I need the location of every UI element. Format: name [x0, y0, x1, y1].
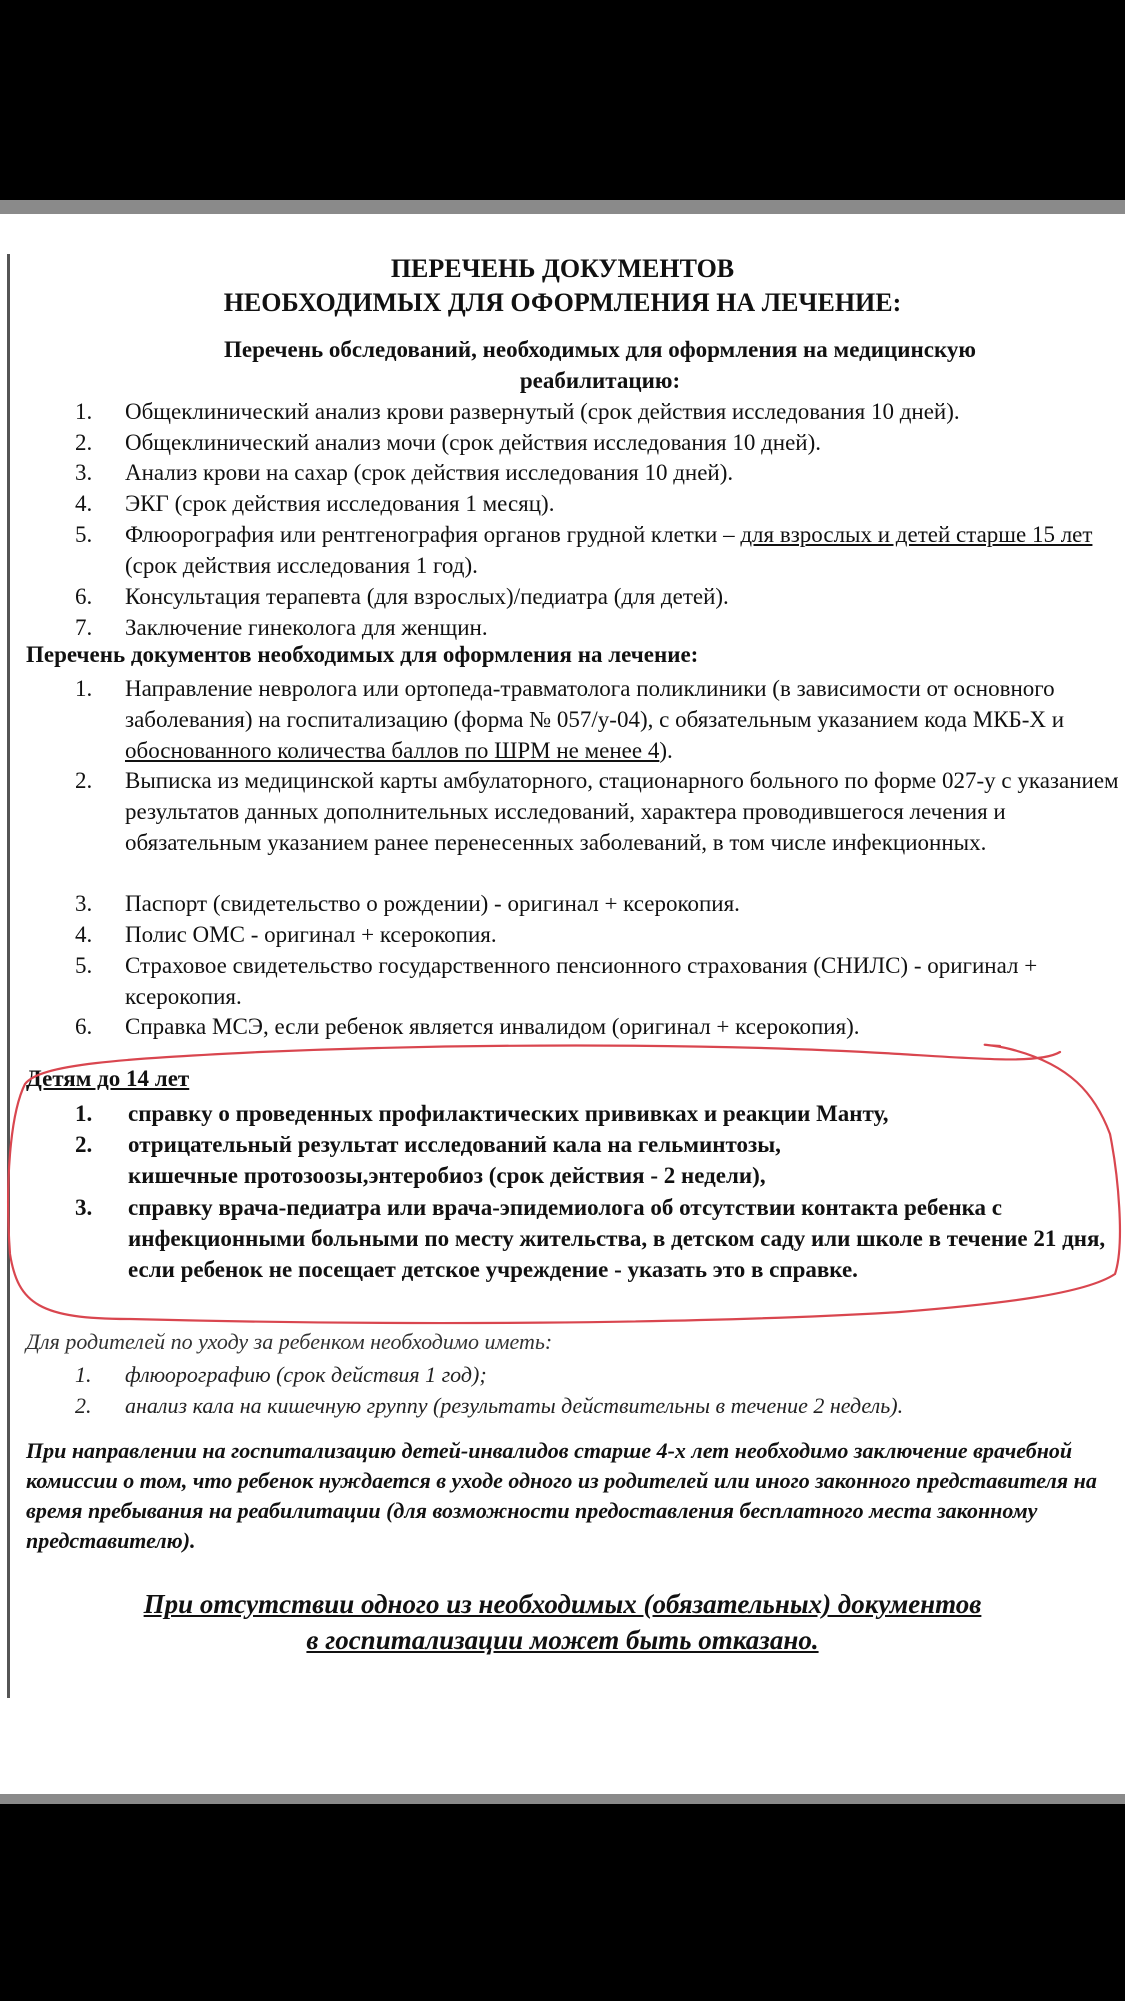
docs-heading: Перечень документов необходимых для оформления на лечение:	[26, 642, 699, 667]
kids-num: 3.	[75, 1195, 93, 1220]
kids-text: справку врача-педиатра или врача-эпидемиолога об отсутствии контакта ребенка с инфекционными больными по месту жительства, в детском саду или школе в течение 21 дня, если ребенок не посещает детское учреждение - указать это в справке.	[128, 1195, 1106, 1282]
doc-num: 2.	[75, 768, 93, 793]
exam-num: 3.	[75, 460, 93, 485]
document-page[interactable]	[0, 214, 1125, 1794]
exam-num: 1.	[75, 399, 93, 424]
exam-text: Общеклинический анализ крови развернутый (срок действия исследования 10 дней).	[125, 399, 960, 424]
doc-text: Страховое свидетельство государственного пенсионного страхования (СНИЛС) - оригинал + ксерокопия.	[125, 953, 1038, 1009]
exams-heading-line1: Перечень обследований, необходимых для оформления на медицинскую	[224, 337, 976, 362]
exam-text: Общеклинический анализ мочи (срок действия исследования 10 дней).	[125, 430, 822, 455]
exam-num: 5.	[75, 522, 93, 547]
exam-text: Анализ крови на сахар (срок действия исследования 10 дней).	[125, 460, 734, 485]
final-warning-line1: При отсутствии одного из необходимых (обязательных) документов	[143, 1589, 982, 1619]
doc-num: 4.	[75, 922, 93, 947]
underlined-text: обоснованного количества баллов по ШРМ не менее 4	[125, 738, 660, 763]
exam-text: ЭКГ (срок действия исследования 1 месяц).	[125, 491, 555, 516]
final-warning-line2: в госпитализации может быть отказано.	[306, 1625, 819, 1655]
margin-line	[7, 254, 10, 1698]
exam-num: 7.	[75, 615, 93, 640]
doc-text: Справка МСЭ, если ребенок является инвалидом (оригинал + ксерокопия).	[125, 1014, 860, 1039]
parents-heading: Для родителей по уходу за ребенком необходимо иметь:	[26, 1329, 553, 1354]
doc-text: Выписка из медицинской карты амбулаторного, стационарного больного по форме 027-у с указанием результатов данных дополнительных исследований, характера проводившегося лечения и обязательным указанием ранее перенесенных заболеваний, в том числе инфекционных.	[125, 768, 1119, 855]
kids-text: отрицательный результат исследований кала на гельминтозы, кишечные протозоозы,энтеробиоз (срок действия - 2 недели),	[128, 1132, 781, 1188]
exam-text: Консультация терапевта (для взрослых)/педиатра (для детей).	[125, 584, 729, 609]
exam-text: Заключение гинеколога для женщин.	[125, 615, 488, 640]
parents-text: флюорографию (срок действия 1 год);	[125, 1362, 487, 1387]
exam-num: 2.	[75, 430, 93, 455]
kids-num: 2.	[75, 1132, 93, 1157]
doc-num: 6.	[75, 1014, 93, 1039]
doc-text: Полис ОМС - оригинал + ксерокопия.	[125, 922, 497, 947]
doc-num: 5.	[75, 953, 93, 978]
exam-num: 4.	[75, 491, 93, 516]
kids-num: 1.	[75, 1101, 93, 1126]
doc-text: Направление невролога или ортопеда-травматолога поликлиники (в зависимости от основного заболевания) на госпитализацию (форма № 057/у-04), с обязательным указанием кода МКБ-Х и обоснованного количества баллов по ШРМ не менее 4).	[125, 676, 1065, 763]
disabled-children-note: При направлении на госпитализацию детей-инвалидов старше 4-х лет необходимо заключение врачебной комиссии о том, что ребенок нуждается в уходе одного из родителей или иного законного представителя на время пребывания на реабилитации (для возможности предоставления бесплатного места законному представителю).	[26, 1438, 1097, 1553]
kids-heading: Детям до 14 лет	[26, 1066, 190, 1091]
parents-num: 2.	[75, 1393, 92, 1418]
top-separator	[0, 200, 1125, 214]
doc-text: Паспорт (свидетельство о рождении) - оригинал + ксерокопия.	[125, 891, 740, 916]
exam-num: 6.	[75, 584, 93, 609]
parents-num: 1.	[75, 1362, 92, 1387]
top-black-band	[0, 0, 1125, 200]
bottom-black-band	[0, 1804, 1125, 2001]
parents-text: анализ кала на кишечную группу (результаты действительны в течение 2 недель).	[125, 1393, 904, 1418]
kids-text: справку о проведенных профилактических прививках и реакции Манту,	[128, 1101, 889, 1126]
exams-heading-line2: реабилитацию:	[519, 368, 681, 393]
doc-title-line2: НЕОБХОДИМЫХ ДЛЯ ОФОРМЛЕНИЯ НА ЛЕЧЕНИЕ:	[223, 288, 902, 317]
bottom-separator	[0, 1794, 1125, 1804]
exam-text: Флюорография или рентгенография органов грудной клетки – для взрослых и детей старше 15 лет (срок действия исследования 1 год).	[125, 522, 1093, 578]
doc-num: 1.	[75, 676, 93, 701]
doc-num: 3.	[75, 891, 93, 916]
underlined-text: для взрослых и детей старше 15 лет	[740, 522, 1093, 547]
doc-title-line1: ПЕРЕЧЕНЬ ДОКУМЕНТОВ	[390, 254, 735, 283]
